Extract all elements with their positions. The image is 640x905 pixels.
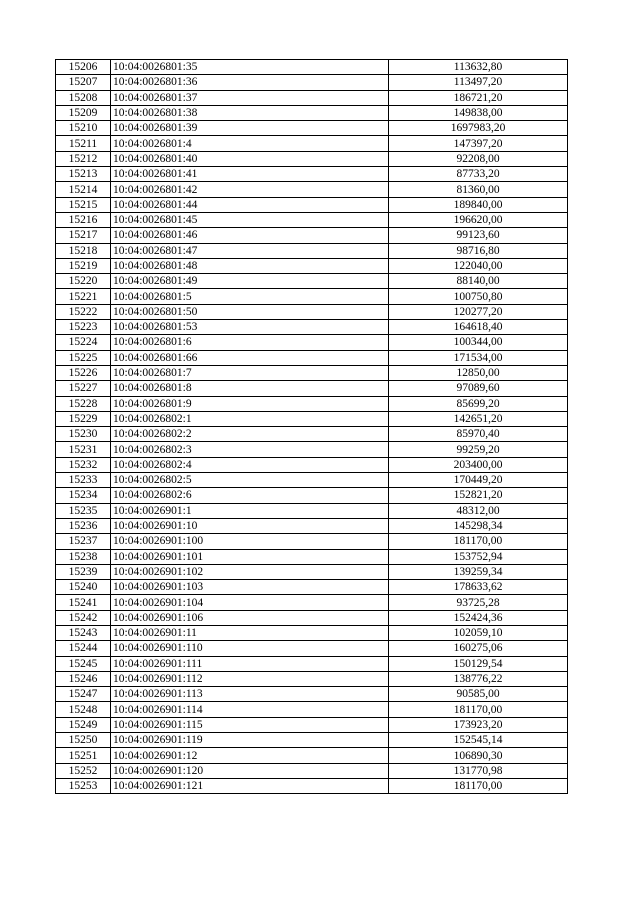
cadastral-number-cell: 10:04:0026801:53 <box>111 320 389 335</box>
table-row <box>56 197 568 212</box>
value-cell: 48312,00 <box>389 503 568 518</box>
cadastral-number-cell: 10:04:0026801:44 <box>111 197 389 212</box>
value-cell: 99259,20 <box>389 442 568 457</box>
cadastral-number-cell: 10:04:0026801:48 <box>111 258 389 273</box>
cadastral-number-cell: 10:04:0026801:49 <box>111 274 389 289</box>
value-cell: 139259,34 <box>389 564 568 579</box>
row-number-cell: 15216 <box>56 212 111 227</box>
cadastral-number-cell: 10:04:0026802:6 <box>111 488 389 503</box>
cadastral-number-cell: 10:04:0026901:102 <box>111 564 389 579</box>
table-row <box>56 151 568 166</box>
cadastral-number-cell: 10:04:0026801:36 <box>111 75 389 90</box>
table-row <box>56 564 568 579</box>
table-row <box>56 411 568 426</box>
value-cell: 98716,80 <box>389 243 568 258</box>
cadastral-number-cell: 10:04:0026801:38 <box>111 105 389 120</box>
value-cell: 87733,20 <box>389 167 568 182</box>
table-row <box>56 778 568 793</box>
row-number-cell: 15209 <box>56 105 111 120</box>
value-cell: 99123,60 <box>389 228 568 243</box>
value-cell: 178633,62 <box>389 580 568 595</box>
value-cell: 147397,20 <box>389 136 568 151</box>
row-number-cell: 15236 <box>56 518 111 533</box>
table-row <box>56 350 568 365</box>
cadastral-number-cell: 10:04:0026801:8 <box>111 381 389 396</box>
table-row <box>56 243 568 258</box>
table-row <box>56 228 568 243</box>
row-number-cell: 15218 <box>56 243 111 258</box>
table-row <box>56 488 568 503</box>
value-cell: 97089,60 <box>389 381 568 396</box>
value-cell: 181170,00 <box>389 778 568 793</box>
value-cell: 113632,80 <box>389 60 568 75</box>
table-row <box>56 258 568 273</box>
table-row <box>56 763 568 778</box>
value-cell: 92208,00 <box>389 151 568 166</box>
table-row <box>56 274 568 289</box>
table-row <box>56 457 568 472</box>
value-cell: 120277,20 <box>389 304 568 319</box>
cadastral-value-table <box>55 59 568 794</box>
value-cell: 81360,00 <box>389 182 568 197</box>
row-number-cell: 15239 <box>56 564 111 579</box>
cadastral-number-cell: 10:04:0026901:120 <box>111 763 389 778</box>
row-number-cell: 15228 <box>56 396 111 411</box>
cadastral-number-cell: 10:04:0026901:119 <box>111 733 389 748</box>
row-number-cell: 15220 <box>56 274 111 289</box>
row-number-cell: 15224 <box>56 335 111 350</box>
value-cell: 88140,00 <box>389 274 568 289</box>
cadastral-number-cell: 10:04:0026901:104 <box>111 595 389 610</box>
table-row <box>56 182 568 197</box>
row-number-cell: 15212 <box>56 151 111 166</box>
table-row <box>56 518 568 533</box>
value-cell: 122040,00 <box>389 258 568 273</box>
value-cell: 186721,20 <box>389 90 568 105</box>
value-cell: 131770,98 <box>389 763 568 778</box>
table-row <box>56 75 568 90</box>
value-cell: 152545,14 <box>389 733 568 748</box>
cadastral-number-cell: 10:04:0026802:1 <box>111 411 389 426</box>
cadastral-number-cell: 10:04:0026801:45 <box>111 212 389 227</box>
table-row <box>56 396 568 411</box>
row-number-cell: 15253 <box>56 778 111 793</box>
row-number-cell: 15223 <box>56 320 111 335</box>
value-cell: 106890,30 <box>389 748 568 763</box>
table-row <box>56 595 568 610</box>
cadastral-number-cell: 10:04:0026801:40 <box>111 151 389 166</box>
table-row <box>56 90 568 105</box>
value-cell: 181170,00 <box>389 702 568 717</box>
cadastral-number-cell: 10:04:0026802:5 <box>111 473 389 488</box>
table-row <box>56 381 568 396</box>
cadastral-number-cell: 10:04:0026901:115 <box>111 717 389 732</box>
row-number-cell: 15240 <box>56 580 111 595</box>
cadastral-number-cell: 10:04:0026901:103 <box>111 580 389 595</box>
row-number-cell: 15230 <box>56 427 111 442</box>
cadastral-number-cell: 10:04:0026901:12 <box>111 748 389 763</box>
cadastral-number-cell: 10:04:0026801:4 <box>111 136 389 151</box>
value-cell: 85970,40 <box>389 427 568 442</box>
value-cell: 152424,36 <box>389 610 568 625</box>
table-row <box>56 641 568 656</box>
row-number-cell: 15248 <box>56 702 111 717</box>
row-number-cell: 15217 <box>56 228 111 243</box>
table-row <box>56 442 568 457</box>
table-row <box>56 748 568 763</box>
row-number-cell: 15213 <box>56 167 111 182</box>
value-cell: 189840,00 <box>389 197 568 212</box>
row-number-cell: 15243 <box>56 625 111 640</box>
table-row <box>56 625 568 640</box>
value-cell: 164618,40 <box>389 320 568 335</box>
table-row <box>56 427 568 442</box>
table-row <box>56 503 568 518</box>
row-number-cell: 15222 <box>56 304 111 319</box>
value-cell: 150129,54 <box>389 656 568 671</box>
row-number-cell: 15250 <box>56 733 111 748</box>
value-cell: 90585,00 <box>389 687 568 702</box>
table-row <box>56 534 568 549</box>
cadastral-number-cell: 10:04:0026802:2 <box>111 427 389 442</box>
row-number-cell: 15219 <box>56 258 111 273</box>
cadastral-number-cell: 10:04:0026901:113 <box>111 687 389 702</box>
row-number-cell: 15229 <box>56 411 111 426</box>
cadastral-number-cell: 10:04:0026801:6 <box>111 335 389 350</box>
table-body <box>56 60 568 794</box>
table-row <box>56 733 568 748</box>
row-number-cell: 15233 <box>56 473 111 488</box>
value-cell: 93725,28 <box>389 595 568 610</box>
row-number-cell: 15252 <box>56 763 111 778</box>
table-row <box>56 289 568 304</box>
row-number-cell: 15244 <box>56 641 111 656</box>
value-cell: 196620,00 <box>389 212 568 227</box>
row-number-cell: 15211 <box>56 136 111 151</box>
cadastral-number-cell: 10:04:0026801:5 <box>111 289 389 304</box>
cadastral-number-cell: 10:04:0026801:39 <box>111 121 389 136</box>
value-cell: 12850,00 <box>389 365 568 380</box>
value-cell: 153752,94 <box>389 549 568 564</box>
value-cell: 149838,00 <box>389 105 568 120</box>
value-cell: 1697983,20 <box>389 121 568 136</box>
row-number-cell: 15227 <box>56 381 111 396</box>
row-number-cell: 15207 <box>56 75 111 90</box>
row-number-cell: 15245 <box>56 656 111 671</box>
row-number-cell: 15249 <box>56 717 111 732</box>
cadastral-number-cell: 10:04:0026901:110 <box>111 641 389 656</box>
cadastral-number-cell: 10:04:0026802:4 <box>111 457 389 472</box>
row-number-cell: 15247 <box>56 687 111 702</box>
table-row <box>56 105 568 120</box>
value-cell: 160275,06 <box>389 641 568 656</box>
table-row <box>56 320 568 335</box>
cadastral-number-cell: 10:04:0026801:42 <box>111 182 389 197</box>
row-number-cell: 15251 <box>56 748 111 763</box>
cadastral-number-cell: 10:04:0026901:112 <box>111 671 389 686</box>
value-cell: 171534,00 <box>389 350 568 365</box>
table-row <box>56 304 568 319</box>
table-row <box>56 60 568 75</box>
cadastral-number-cell: 10:04:0026801:41 <box>111 167 389 182</box>
row-number-cell: 15246 <box>56 671 111 686</box>
value-cell: 181170,00 <box>389 534 568 549</box>
row-number-cell: 15235 <box>56 503 111 518</box>
table-row <box>56 121 568 136</box>
cadastral-number-cell: 10:04:0026901:114 <box>111 702 389 717</box>
table-row <box>56 656 568 671</box>
table-row <box>56 167 568 182</box>
cadastral-number-cell: 10:04:0026901:106 <box>111 610 389 625</box>
row-number-cell: 15225 <box>56 350 111 365</box>
cadastral-number-cell: 10:04:0026802:3 <box>111 442 389 457</box>
table-row <box>56 610 568 625</box>
table-row <box>56 687 568 702</box>
row-number-cell: 15234 <box>56 488 111 503</box>
value-cell: 145298,34 <box>389 518 568 533</box>
table-row <box>56 702 568 717</box>
value-cell: 138776,22 <box>389 671 568 686</box>
cadastral-number-cell: 10:04:0026901:11 <box>111 625 389 640</box>
row-number-cell: 15226 <box>56 365 111 380</box>
row-number-cell: 15206 <box>56 60 111 75</box>
cadastral-number-cell: 10:04:0026801:37 <box>111 90 389 105</box>
row-number-cell: 15208 <box>56 90 111 105</box>
value-cell: 85699,20 <box>389 396 568 411</box>
cadastral-number-cell: 10:04:0026801:9 <box>111 396 389 411</box>
value-cell: 102059,10 <box>389 625 568 640</box>
value-cell: 173923,20 <box>389 717 568 732</box>
table-row <box>56 473 568 488</box>
row-number-cell: 15214 <box>56 182 111 197</box>
cadastral-number-cell: 10:04:0026901:101 <box>111 549 389 564</box>
table-row <box>56 335 568 350</box>
cadastral-number-cell: 10:04:0026801:50 <box>111 304 389 319</box>
row-number-cell: 15238 <box>56 549 111 564</box>
table-row <box>56 580 568 595</box>
table-row <box>56 671 568 686</box>
row-number-cell: 15232 <box>56 457 111 472</box>
value-cell: 203400,00 <box>389 457 568 472</box>
cadastral-number-cell: 10:04:0026801:47 <box>111 243 389 258</box>
table-row <box>56 549 568 564</box>
cadastral-number-cell: 10:04:0026901:1 <box>111 503 389 518</box>
cadastral-number-cell: 10:04:0026801:66 <box>111 350 389 365</box>
value-cell: 142651,20 <box>389 411 568 426</box>
value-cell: 113497,20 <box>389 75 568 90</box>
row-number-cell: 15215 <box>56 197 111 212</box>
row-number-cell: 15241 <box>56 595 111 610</box>
row-number-cell: 15221 <box>56 289 111 304</box>
cadastral-number-cell: 10:04:0026901:100 <box>111 534 389 549</box>
row-number-cell: 15237 <box>56 534 111 549</box>
cadastral-number-cell: 10:04:0026801:35 <box>111 60 389 75</box>
cadastral-number-cell: 10:04:0026901:121 <box>111 778 389 793</box>
row-number-cell: 15231 <box>56 442 111 457</box>
table-row <box>56 717 568 732</box>
value-cell: 100750,80 <box>389 289 568 304</box>
row-number-cell: 15242 <box>56 610 111 625</box>
value-cell: 152821,20 <box>389 488 568 503</box>
value-cell: 100344,00 <box>389 335 568 350</box>
row-number-cell: 15210 <box>56 121 111 136</box>
value-cell: 170449,20 <box>389 473 568 488</box>
cadastral-number-cell: 10:04:0026801:46 <box>111 228 389 243</box>
table-row <box>56 212 568 227</box>
cadastral-number-cell: 10:04:0026901:111 <box>111 656 389 671</box>
table-row <box>56 136 568 151</box>
cadastral-number-cell: 10:04:0026801:7 <box>111 365 389 380</box>
cadastral-number-cell: 10:04:0026901:10 <box>111 518 389 533</box>
table-row <box>56 365 568 380</box>
